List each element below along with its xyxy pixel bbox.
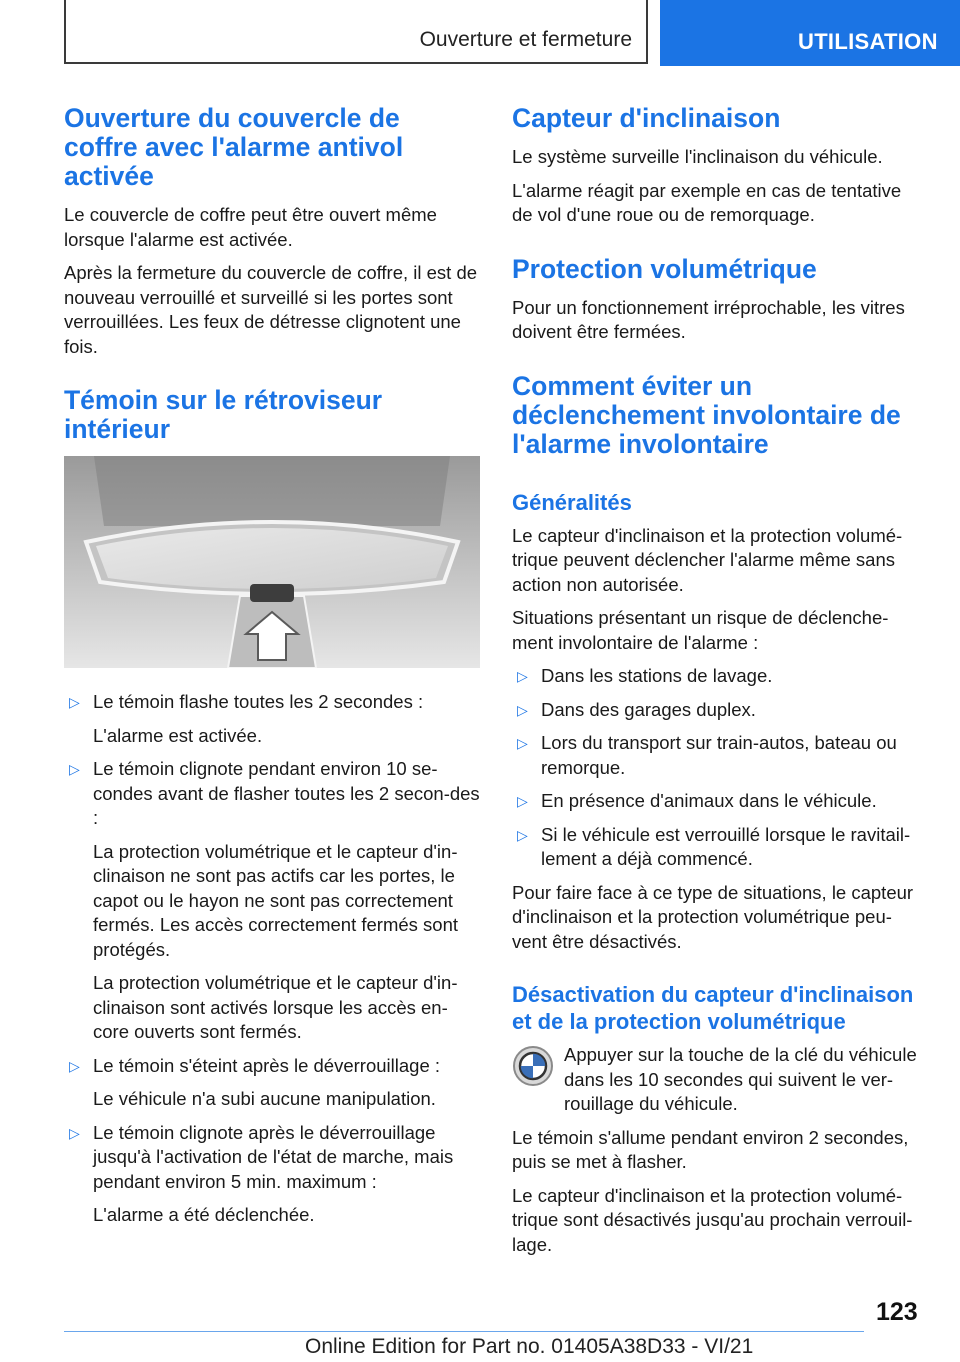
risk-situation-list: [512, 664, 926, 872]
header-section-title: Ouverture et fermeture: [419, 28, 632, 51]
list-item-text: Le témoin flashe toutes les 2 secondes :: [93, 691, 424, 712]
car-key-button-icon: [512, 1045, 554, 1087]
key-instruction: [512, 1043, 926, 1117]
paragraph: Le témoin s'allume pendant environ 2 secondes, puis se met à flasher.: [512, 1126, 909, 1172]
list-item-text: Dans les stations de lavage.: [541, 665, 773, 686]
list-item: [512, 731, 926, 780]
list-item: [512, 698, 926, 723]
paragraph: L'alarme réagit par exemple en cas de tentative de vol d'une roue ou de remorquage.: [512, 179, 902, 225]
triangle-bullet-icon: ▷: [517, 735, 528, 751]
triangle-bullet-icon: ▷: [69, 694, 80, 710]
list-item-text: Le témoin clignote pendant environ 10 se-condes avant de flasher toutes les 2 secon-des :: [93, 758, 480, 828]
heading-mirror-indicator: Témoin sur le rétroviseur intérieur: [64, 385, 383, 444]
paragraph: Pour faire face à ce type de situations, le capteur d'inclinaison et la protection volumétrique peu-vent être désactivés.: [512, 881, 914, 952]
rearview-mirror-illustration: [64, 456, 480, 668]
list-item-subtext: Le véhicule n'a subi aucune manipulation.: [93, 1088, 436, 1109]
list-item-subtext: L'alarme est activée.: [93, 724, 263, 746]
list-item: [64, 757, 480, 1045]
right-column: [512, 104, 926, 1266]
key-instruction-text: Appuyer sur la touche de la clé du véhicule dans les 10 secondes qui suivent le ver-rouillage du véhicule.: [564, 1044, 917, 1114]
list-item-subtext: La protection volumétrique et le capteur d'in-clinaison ne sont pas actifs car les portes, le capot ou le hayon ne sont pas correctement fermés. Les accès correctement fermés sont protégés.: [93, 840, 458, 960]
paragraph: Le capteur d'inclinaison et la protection volumé-trique sont désactivés jusqu'au prochain verrouil-lage.: [512, 1184, 913, 1255]
list-item-text: En présence d'animaux dans le véhicule.: [541, 790, 877, 811]
footer-divider: [64, 1331, 864, 1332]
list-item-text: Dans des garages duplex.: [541, 698, 756, 720]
list-item: [512, 664, 926, 689]
header-section-box: [64, 0, 648, 64]
triangle-bullet-icon: ▷: [517, 701, 528, 718]
header-chapter-tab: [660, 0, 960, 66]
triangle-bullet-icon: ▷: [517, 668, 528, 684]
heading-general: Généralités: [512, 489, 632, 515]
list-item-text: Lors du transport sur train-autos, bateau ou remorque.: [541, 732, 897, 778]
triangle-bullet-icon: ▷: [69, 1124, 80, 1141]
list-item-subtext: L'alarme a été déclenchée.: [93, 1204, 315, 1225]
triangle-bullet-icon: ▷: [517, 826, 528, 843]
paragraph: Le système surveille l'inclinaison du véhicule.: [512, 146, 883, 167]
paragraph: Pour un fonctionnement irréprochable, les vitres doivent être fermées.: [512, 296, 905, 342]
list-item-text: Le témoin s'éteint après le déverrouillage :: [93, 1054, 441, 1076]
header-chapter-label: UTILISATION: [798, 29, 938, 54]
triangle-bullet-icon: ▷: [69, 761, 80, 777]
paragraph: Situations présentant un risque de déclenche-ment involontaire de l'alarme :: [512, 607, 889, 653]
page-number: 123: [876, 1298, 918, 1326]
heading-avoid-false-alarm: Comment éviter un déclenchement involontaire de l'alarme involontaire: [512, 370, 901, 459]
list-item-text: Le témoin clignote après le déverrouillage jusqu'à l'activation de l'état de marche, mais pendant environ 5 min. maximum :: [93, 1121, 454, 1192]
footer-edition: Online Edition for Part no. 01405A38D33 - VI/21: [305, 1335, 754, 1358]
left-column: [64, 104, 480, 1237]
heading-trunk-alarm: Ouverture du couvercle de coffre avec l'alarme antivol activée: [64, 103, 404, 191]
paragraph: Le capteur d'inclinaison et la protection volumé-trique peuvent déclencher l'alarme même sans action non autorisée.: [512, 524, 903, 595]
heading-tilt-sensor: Capteur d'inclinaison: [512, 103, 781, 133]
paragraph: Le couvercle de coffre peut être ouvert même lorsque l'alarme est activée.: [64, 204, 437, 250]
heading-deactivation: Désactivation du capteur d'inclinaison et de la protection volumétrique: [512, 982, 914, 1034]
list-item-subtext: La protection volumétrique et le capteur d'in-clinaison sont activés lorsque les accès en-core ouverts sont fermés.: [93, 972, 458, 1042]
paragraph: Après la fermeture du couvercle de coffre, il est de nouveau verrouillé et surveillé si les portes sont verrouillées. Les feux de détresse clignotent une fois.: [64, 262, 478, 357]
list-item: [64, 1121, 480, 1228]
list-item: [64, 1054, 480, 1112]
list-item-text: Si le véhicule est verrouillé lorsque le ravitail-lement a déjà commencé.: [541, 823, 911, 869]
list-item: [64, 690, 480, 748]
list-item: [512, 789, 926, 814]
indicator-list: [64, 690, 480, 1228]
heading-volumetric-protection: Protection volumétrique: [512, 253, 817, 284]
triangle-bullet-icon: ▷: [69, 1057, 80, 1074]
triangle-bullet-icon: ▷: [517, 793, 528, 809]
list-item: [512, 823, 926, 872]
